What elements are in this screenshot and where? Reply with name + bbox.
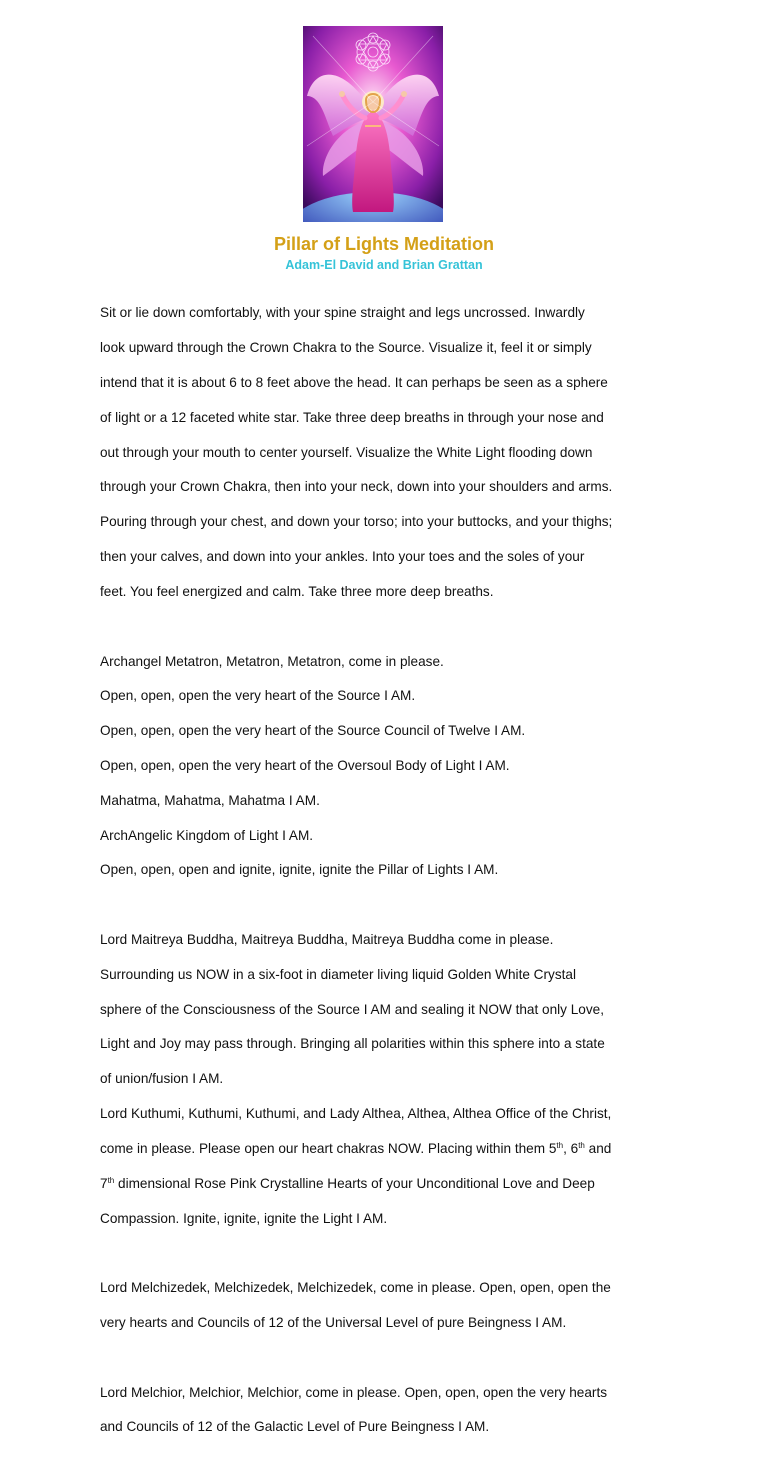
text-line: Lord Melchior, Melchior, Melchior, come in please. Open, open, open the very hearts — [100, 1384, 608, 1400]
text-line: Lord Kuthumi, Kuthumi, Kuthumi, and Lady Althea, Althea, Althea Office of the Christ, — [100, 1106, 612, 1122]
text-fragment: dimensional Rose Pink Crystalline Hearts of your Unconditional Love and Deep — [114, 1175, 595, 1191]
text-line: sphere of the Consciousness of the Source I AM and sealing it NOW that only Love, — [100, 1001, 604, 1017]
text-line: Lord Maitreya Buddha, Maitreya Buddha, Maitreya Buddha come in please. — [100, 932, 554, 947]
text-line: Surrounding us NOW in a six-foot in diameter living liquid Golden White Crystal — [100, 966, 576, 982]
text-line: Mahatma, Mahatma, Mahatma I AM. — [100, 792, 320, 808]
melchizedek-invocation — [100, 1262, 670, 1349]
text-line: of union/fusion I AM. — [100, 1071, 224, 1087]
text-line: out through your mouth to center yourself. Visualize the White Light flooding down — [100, 444, 593, 460]
authors-subtitle: Adam-El David and Brian Grattan — [285, 258, 483, 272]
superscript: th — [556, 1140, 564, 1150]
text-line: through your Crown Chakra, then into your neck, down into your shoulders and arms. — [100, 479, 613, 495]
text-line: Open, open, open the very heart of the Oversoul Body of Light I AM. — [100, 757, 510, 773]
text-line: and Councils of 12 of the Galactic Level of Pure Beingness I AM. — [100, 1419, 490, 1435]
superscript: th — [107, 1175, 115, 1185]
intro-paragraph — [100, 287, 670, 618]
text-line: feet. You feel energized and calm. Take three more deep breaths. — [100, 583, 494, 599]
text-line: Open, open, open the very heart of the Source Council of Twelve I AM. — [100, 723, 526, 739]
superscript: th — [578, 1140, 585, 1150]
archangel-illustration — [303, 26, 443, 222]
text-line: Sit or lie down comfortably, with your spine straight and legs uncrossed. Inwardly — [100, 305, 585, 321]
text-line: Lord Melchizedek, Melchizedek, Melchizedek, come in please. Open, open, open the — [100, 1280, 611, 1296]
text-line: then your calves, and down into your ankles. Into your toes and the soles of your — [100, 549, 585, 565]
text-line: intend that it is about 6 to 8 feet above the head. It can perhaps be seen as a sphere — [100, 375, 608, 391]
text-line: Open, open, open the very heart of the Source I AM. — [100, 688, 416, 704]
text-fragment: come in please. Please open our heart chakras NOW. Placing within them 5 — [100, 1140, 557, 1156]
maitreya-invocation — [100, 914, 670, 1245]
text-line: Light and Joy may pass through. Bringing all polarities within this sphere into a state — [100, 1036, 605, 1052]
text-line: Pouring through your chest, and down your torso; into your buttocks, and your thighs; — [100, 514, 613, 530]
text-line: look upward through the Crown Chakra to the Source. Visualize it, feel it or simply — [100, 340, 592, 356]
text-fragment: , 6 — [563, 1140, 579, 1156]
page-title: Pillar of Lights Meditation — [274, 234, 494, 254]
text-fragment: 7 — [100, 1175, 108, 1191]
text-line: Archangel Metatron, Metatron, Metatron, come in please. — [100, 653, 444, 669]
text-line: ArchAngelic Kingdom of Light I AM. — [100, 827, 314, 843]
meditation-body — [100, 287, 670, 1471]
text-line: Open, open, open and ignite, ignite, ignite the Pillar of Lights I AM. — [100, 862, 499, 878]
text-line — [100, 1175, 670, 1192]
text-line: of light or a 12 faceted white star. Take three deep breaths in through your nose and — [100, 409, 604, 425]
melchior-invocation — [100, 1366, 670, 1453]
text-fragment: and — [584, 1140, 612, 1156]
metatron-invocation — [100, 635, 670, 896]
text-line: Compassion. Ignite, ignite, ignite the Light I AM. — [100, 1210, 388, 1226]
text-line: very hearts and Councils of 12 of the Universal Level of pure Beingness I AM. — [100, 1314, 567, 1330]
text-line — [100, 1140, 670, 1157]
